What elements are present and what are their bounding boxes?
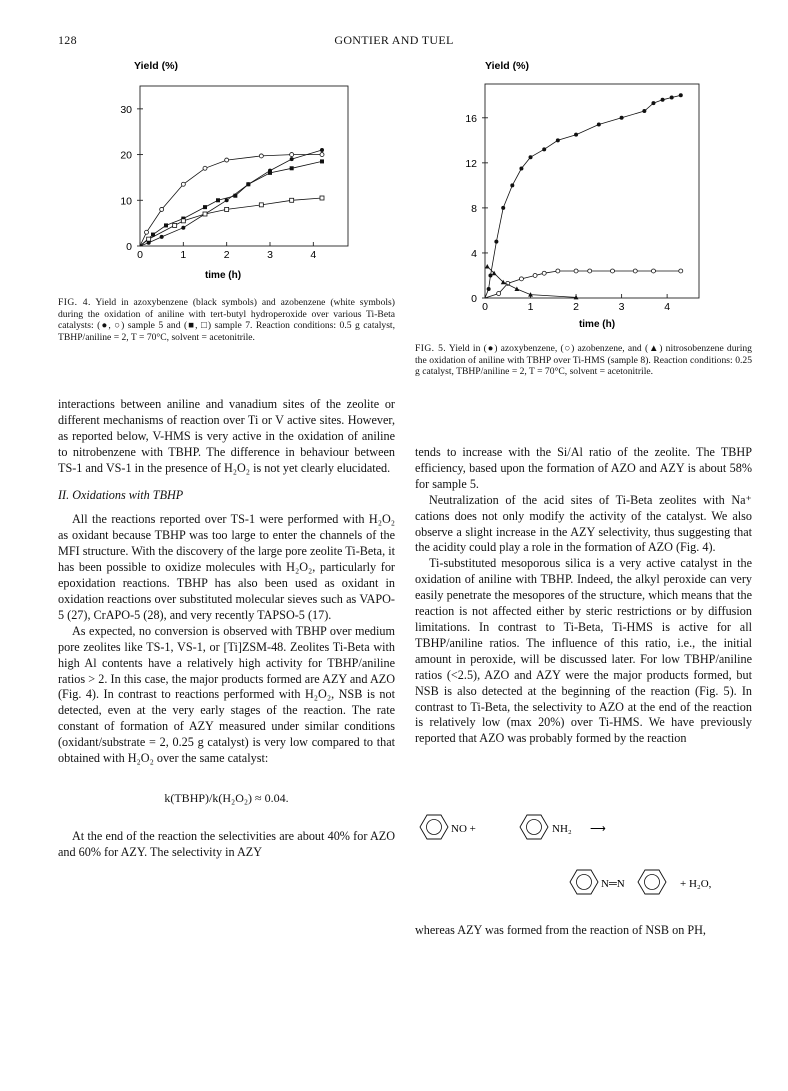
figure-4-data-point — [233, 194, 237, 198]
figure-5-data-point — [514, 286, 519, 291]
figure-5-chart — [455, 56, 715, 330]
page-number: 128 — [58, 33, 77, 47]
reaction-arrow: ⟶ — [590, 823, 606, 835]
benzene-ring-icon — [520, 815, 548, 839]
figure-4-caption-text: Yield in azoxybenzene (black symbols) and azobenzene (white symbols) during the oxidation of aniline with tert-butyl hydroperoxide over various Ti-Beta catalysts: (●, ○) sample 5 and (■, □) sample 7. Reaction conditions: 0.5 g catalyst, TBHP/aniline = 2, T = 70°C, solvent = acetonitrile. — [58, 297, 395, 343]
figure-5-y-tick-label: 0 — [471, 293, 477, 305]
figure-5-data-point — [542, 271, 546, 275]
figure-4-y-tick-label: 30 — [120, 103, 132, 116]
rate-equation: k(TBHP)/k(H₂O₂) ≈ 0.04. — [164, 790, 289, 805]
figure-4-data-point — [160, 235, 164, 239]
figure-5-y-tick-label: 8 — [471, 202, 477, 215]
benzene-ring-icon — [420, 815, 448, 839]
figure-4-data-point — [320, 159, 324, 163]
figure-4-x-tick-label: 0 — [137, 249, 143, 261]
figure-4-data-point — [268, 171, 272, 175]
figure-4-y-tick-label: 0 — [126, 241, 132, 253]
figure-5-series-line-0 — [485, 95, 681, 298]
figure-5-x-axis-title: time (h) — [578, 319, 616, 330]
figure-4 — [86, 56, 366, 284]
figure-5-data-point — [556, 138, 560, 142]
left-paragraph-4: At the end of the reaction the selectivities are about 40% for AZO and 60% for AZY. The selectivity in AZY — [58, 828, 395, 859]
figure-4-caption-label: FIG. 4. — [58, 297, 91, 308]
left-paragraph-2: All the reactions reported over TS-1 were performed with H₂O₂ as oxidant because TBHP was too large to enter the channels of the MFI structure. With the discovery of the large pore zeolite Ti-Beta, it has been possible to oxidize molecules with H₂O₂, particularly for epoxidation reactions. TBHP has also been used as oxidant in oxidation reactions over substituted molecular sieves such as VAPO-5 (27), CrAPO-5 (28), and very recently TAPSO-5 (17). — [58, 512, 395, 622]
azo-bond-label: N═N — [601, 878, 625, 890]
figure-4-x-axis-title: time (h) — [204, 270, 242, 281]
figure-4-data-point — [259, 203, 263, 207]
figure-4-plot-frame — [140, 86, 348, 246]
reaction-scheme — [415, 812, 760, 902]
figure-4-data-point — [147, 237, 151, 241]
figure-5-y-tick-label: 12 — [465, 157, 477, 170]
figure-4-data-point — [164, 223, 168, 227]
figure-4-data-point — [225, 207, 229, 211]
figure-5-data-point — [488, 273, 492, 277]
figure-5-data-point — [633, 269, 637, 273]
figure-5-data-point — [519, 277, 523, 281]
figure-4-y-axis-title: Yield (%) — [134, 60, 178, 72]
figure-4-data-point — [320, 148, 324, 152]
right-paragraph-4: whereas AZY was formed from the reaction of NSB on PH, — [415, 923, 706, 937]
figure-5-data-point — [597, 123, 601, 127]
nitroso-label: NO + — [451, 823, 476, 835]
figure-5-data-point — [501, 206, 505, 210]
figure-5-data-point — [670, 96, 674, 100]
figure-4-data-point — [320, 196, 324, 200]
amine-label: NH₂ — [552, 823, 572, 835]
figure-4-data-point — [259, 154, 263, 158]
figure-5-plot-frame — [485, 84, 699, 298]
figure-5-data-point — [485, 264, 490, 269]
figure-5-x-tick-label: 2 — [573, 301, 579, 313]
figure-4-data-point — [225, 158, 229, 162]
figure-4-x-tick-label: 1 — [180, 249, 187, 261]
figure-4-series-line-0 — [140, 150, 322, 246]
figure-5-data-point — [574, 269, 578, 273]
figure-4-data-point — [290, 153, 294, 157]
figure-4-series-line-2 — [140, 161, 322, 246]
right-paragraph-3: Ti-substituted mesoporous silica is a very active catalyst in the oxidation of aniline with TBHP. Indeed, the alkyl peroxide can very easily penetrate the mesopores of the structure, which means that the reaction is not affected either by steric restrictions or by diffusion limitations. In contrast to Ti-Beta, Ti-HMS is active for all TBHP/aniline ratios. The influence of this ratio, i.e., the initial amount in peroxide, will be discussed later. For low TBHP/aniline ratios (<2.5), AZO and AZY were the major products formed, but NSB is also detected at the beginning of the reaction (Fig. 5). In contrast to Ti-Beta, the selectivity to AZO at the end of the reaction is relatively low (max 20%) over Ti-HMS. We have previously reported that AZO was probably formed by the reaction — [415, 556, 752, 746]
figure-4-data-point — [290, 198, 294, 202]
figure-5-data-point — [642, 109, 646, 113]
figure-5-x-tick-label: 4 — [664, 301, 671, 313]
figure-5-x-tick-label: 3 — [618, 301, 625, 313]
figure-4-data-point — [203, 212, 207, 216]
figure-4-data-point — [173, 223, 177, 227]
figure-5-data-point — [661, 98, 665, 102]
figure-5-y-tick-label: 4 — [471, 247, 477, 260]
figure-5-data-point — [487, 287, 491, 291]
figure-5-y-tick-label: 16 — [465, 112, 477, 125]
figure-5-data-point — [510, 183, 514, 187]
left-column — [58, 397, 395, 861]
figure-4-x-tick-label: 4 — [310, 249, 317, 261]
figure-5-data-point — [542, 147, 546, 151]
figure-4-y-tick-label: 20 — [120, 149, 132, 162]
figure-4-x-tick-label: 3 — [267, 249, 273, 261]
figure-4-data-point — [181, 219, 185, 223]
figure-4-y-tick-label: 10 — [120, 195, 132, 208]
right-paragraph-1: tends to increase with the Si/Al ratio of the zeolite. The TBHP efficiency, based upon the formation of AZO and AZY is about 58% for sample 5. — [415, 445, 752, 491]
right-column — [415, 445, 752, 747]
figure-5-data-point — [497, 291, 501, 295]
figure-5-data-point — [519, 166, 523, 170]
figure-4-data-point — [145, 230, 149, 234]
right-paragraph-2: Neutralization of the acid sites of Ti-Beta zeolites with Na⁺ cations does not only modify the activity of the catalyst. We also observe a slight increase in the AZY selectivity, thus suggesting that the acidity could play a role in the formation of AZO (Fig. 4). — [415, 492, 752, 555]
figure-5-y-axis-title: Yield (%) — [485, 60, 529, 72]
figure-4-data-point — [290, 157, 294, 161]
figure-5-caption-label: FIG. 5. — [415, 343, 447, 354]
figure-5-data-point — [651, 269, 655, 273]
figure-5-data-point — [529, 155, 533, 159]
figure-5-data-point — [679, 93, 683, 97]
figure-4-data-point — [203, 205, 207, 209]
figure-5-data-point — [494, 240, 498, 244]
figure-5-x-tick-label: 0 — [482, 301, 488, 313]
figure-4-data-point — [290, 166, 294, 170]
figure-4-caption — [58, 297, 395, 343]
figure-5-data-point — [533, 273, 537, 277]
figure-5-data-point — [556, 269, 560, 273]
figure-5-data-point — [588, 269, 592, 273]
figure-5-data-point — [620, 116, 624, 120]
figure-5 — [455, 56, 715, 330]
figure-4-data-point — [203, 166, 207, 170]
figure-4-data-point — [246, 182, 250, 186]
figure-4-series-line-3 — [140, 198, 322, 246]
figure-5-x-tick-label: 1 — [527, 301, 534, 313]
figure-4-data-point — [225, 198, 229, 202]
section-title: II. Oxidations with TBHP — [58, 487, 184, 502]
left-paragraph-3: As expected, no conversion is observed with TBHP over medium pore zeolites like TS-1, VS-1, or [Ti]ZSM-48. Zeolites Ti-Beta with high Al contents have a relatively high activity for TBHP/aniline ratios > 2. In this case, the major products formed are AZY and AZO (Fig. 4). In contrast to reactions performed with H₂O₂, NSB is not detected, even at the very early stages of the reaction. The rate constant of formation of AZY measured under similar conditions (oxidant/substrate = 2, 0.25 g catalyst) is very low compared to that obtained with H₂O₂ over the same catalyst: — [58, 623, 395, 766]
figure-5-caption-text: Yield in (●) azoxybenzene, (○) azobenzene, and (▲) nitrosobenzene during the oxidation of aniline with TBHP over Ti-HMS (sample 8). Reaction conditions: 0.25 g catalyst, TBHP/aniline = 2, T = 70°C, solvent = acetonitrile. — [415, 343, 752, 378]
figure-5-series-line-1 — [485, 271, 681, 298]
figure-4-data-point — [160, 207, 164, 211]
running-title: GONTIER AND TUEL — [334, 33, 454, 47]
figure-4-data-point — [320, 153, 324, 157]
figure-5-data-point — [679, 269, 683, 273]
water-label: + H₂O, — [680, 878, 712, 890]
figure-4-data-point — [181, 226, 185, 230]
figure-4-x-tick-label: 2 — [223, 249, 230, 261]
benzene-ring-icon — [570, 870, 598, 894]
left-paragraph-1: interactions between aniline and vanadium sites of the zeolite or different mechanisms of reaction over Ti or V active sites. However, as reported below, V-HMS is very active in the oxidation of aniline to nitrobenzene with TBHP. The difference in behaviour between TS-1 and VS-1 in the presence of H₂O₂ is not yet clearly elucidated. — [58, 397, 395, 475]
figure-4-data-point — [216, 198, 220, 202]
figure-4-chart — [86, 56, 366, 284]
benzene-ring-icon — [638, 870, 666, 894]
figure-5-data-point — [610, 269, 614, 273]
figure-4-data-point — [181, 182, 185, 186]
figure-5-caption — [415, 343, 752, 378]
figure-5-data-point — [574, 133, 578, 137]
figure-5-data-point — [651, 101, 655, 105]
